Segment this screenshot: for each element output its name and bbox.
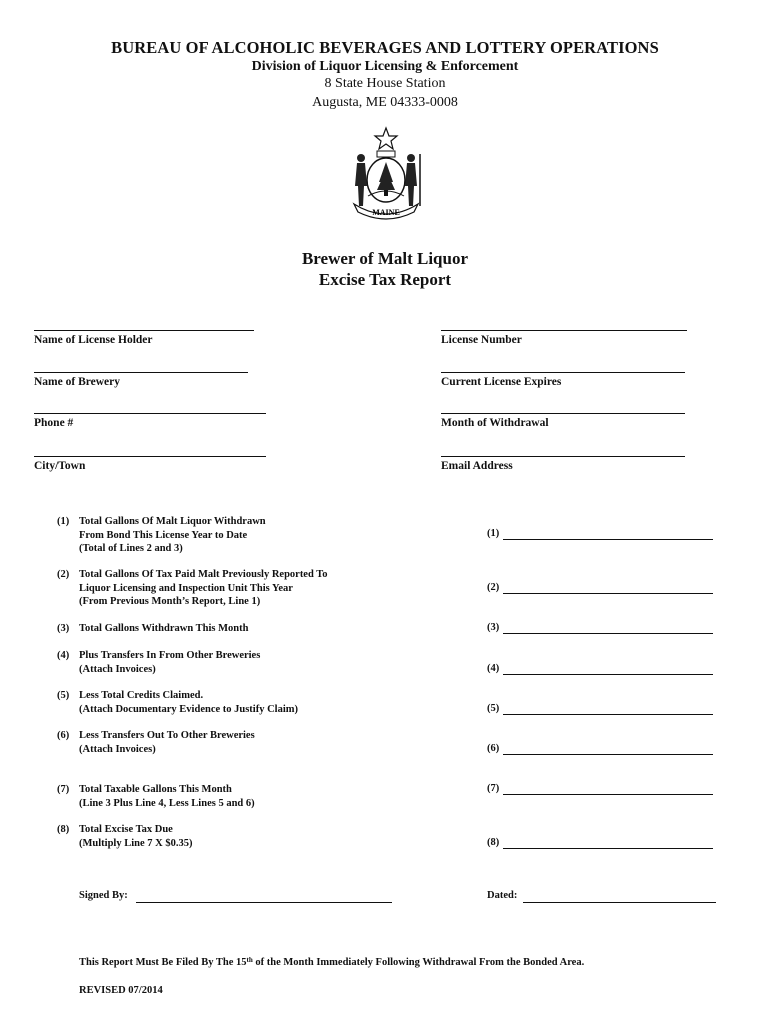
line-item-number: (8) xyxy=(57,824,70,835)
report-title-line-1: Brewer of Malt Liquor xyxy=(301,249,469,268)
line-item-number: (5) xyxy=(57,690,70,701)
line-ref-5: (5) xyxy=(487,703,500,714)
line-item-number: (4) xyxy=(57,650,70,661)
email-label: Email Address xyxy=(441,460,513,472)
brewery-name-label: Name of Brewery xyxy=(34,376,121,388)
line-item-text: Total Excise Tax Due xyxy=(79,824,173,835)
line-item-number: (2) xyxy=(57,569,70,580)
month-withdrawal-line[interactable] xyxy=(441,413,685,414)
line-7-entry[interactable] xyxy=(503,794,713,795)
line-1-entry[interactable] xyxy=(503,539,713,540)
line-item-text: (Multiply Line 7 X $0.35) xyxy=(79,837,193,849)
line-item-text: Total Gallons Of Malt Liquor Withdrawn xyxy=(79,516,266,527)
license-holder-line[interactable] xyxy=(34,330,254,331)
city-town-label: City/Town xyxy=(34,460,86,472)
filing-notice xyxy=(79,957,584,968)
city-town-line[interactable] xyxy=(34,456,266,457)
line-item-text: Total Gallons Withdrawn This Month xyxy=(79,623,249,634)
signed-by-label: Signed By: xyxy=(79,890,128,901)
line-5-entry[interactable] xyxy=(503,714,713,715)
line-ref-8: (8) xyxy=(487,837,500,848)
line-item-text: Less Total Credits Claimed. xyxy=(79,690,204,701)
line-item-text: Less Transfers Out To Other Breweries xyxy=(79,730,255,741)
filing-notice-after: of the Month Immediately Following Withdrawal From the Bonded Area. xyxy=(252,957,585,968)
line-item-number: (3) xyxy=(57,623,70,634)
phone-line[interactable] xyxy=(34,413,266,414)
line-ref-2: (2) xyxy=(487,582,500,593)
filing-notice-before: This Report Must Be Filed By The 15 xyxy=(79,957,247,968)
line-item-number: (7) xyxy=(57,784,70,795)
line-item-text: Plus Transfers In From Other Breweries xyxy=(79,650,261,661)
email-line[interactable] xyxy=(441,456,685,457)
report-title-line-2: Excise Tax Report xyxy=(318,270,452,289)
address-line-1: 8 State House Station xyxy=(324,76,446,91)
line-item-text: (Line 3 Plus Line 4, Less Lines 5 and 6) xyxy=(79,797,255,809)
phone-label: Phone # xyxy=(34,417,74,429)
line-item-number: (1) xyxy=(57,516,70,527)
line-ref-1: (1) xyxy=(487,528,500,539)
line-4-entry[interactable] xyxy=(503,674,713,675)
maine-state-seal xyxy=(340,126,432,222)
bureau-heading: BUREAU OF ALCOHOLIC BEVERAGES AND LOTTERY OPERATIONS xyxy=(111,38,659,57)
line-item-number: (6) xyxy=(57,730,70,741)
division-heading: Division of Liquor Licensing & Enforcement xyxy=(251,59,519,74)
license-number-label: License Number xyxy=(441,334,522,346)
line-item-text: (Attach Invoices) xyxy=(79,663,156,675)
license-holder-label: Name of License Holder xyxy=(34,334,153,346)
line-6-entry[interactable] xyxy=(503,754,713,755)
address-line-2: Augusta, ME 04333-0008 xyxy=(312,95,458,110)
signature-line[interactable] xyxy=(136,902,392,903)
month-withdrawal-label: Month of Withdrawal xyxy=(441,417,549,429)
revised-date: REVISED 07/2014 xyxy=(79,985,163,996)
line-3-entry[interactable] xyxy=(503,633,713,634)
line-ref-3: (3) xyxy=(487,622,500,633)
line-ref-4: (4) xyxy=(487,663,500,674)
line-ref-6: (6) xyxy=(487,743,500,754)
brewery-name-line[interactable] xyxy=(34,372,248,373)
line-item-text: Liquor Licensing and Inspection Unit This Year xyxy=(79,582,293,594)
dated-label: Dated: xyxy=(487,890,518,901)
filing-notice-sup: th xyxy=(246,956,253,964)
line-ref-7: (7) xyxy=(487,783,500,794)
line-item-text: From Bond This License Year to Date xyxy=(79,529,248,541)
license-expires-label: Current License Expires xyxy=(441,376,562,388)
line-item-text: (Total of Lines 2 and 3) xyxy=(79,543,183,554)
line-2-entry[interactable] xyxy=(503,593,713,594)
line-item-text: (Attach Invoices) xyxy=(79,743,156,755)
license-expires-line[interactable] xyxy=(441,372,685,373)
license-number-line[interactable] xyxy=(441,330,687,331)
line-item-text: Total Gallons Of Tax Paid Malt Previously Reported To xyxy=(79,569,328,580)
line-item-text: (From Previous Month’s Report, Line 1) xyxy=(79,596,261,607)
date-line[interactable] xyxy=(523,902,716,903)
seal-banner-text: MAINE xyxy=(372,208,400,217)
line-8-entry[interactable] xyxy=(503,848,713,849)
line-item-text: (Attach Documentary Evidence to Justify Claim) xyxy=(79,703,299,715)
line-item-text: Total Taxable Gallons This Month xyxy=(79,784,232,795)
